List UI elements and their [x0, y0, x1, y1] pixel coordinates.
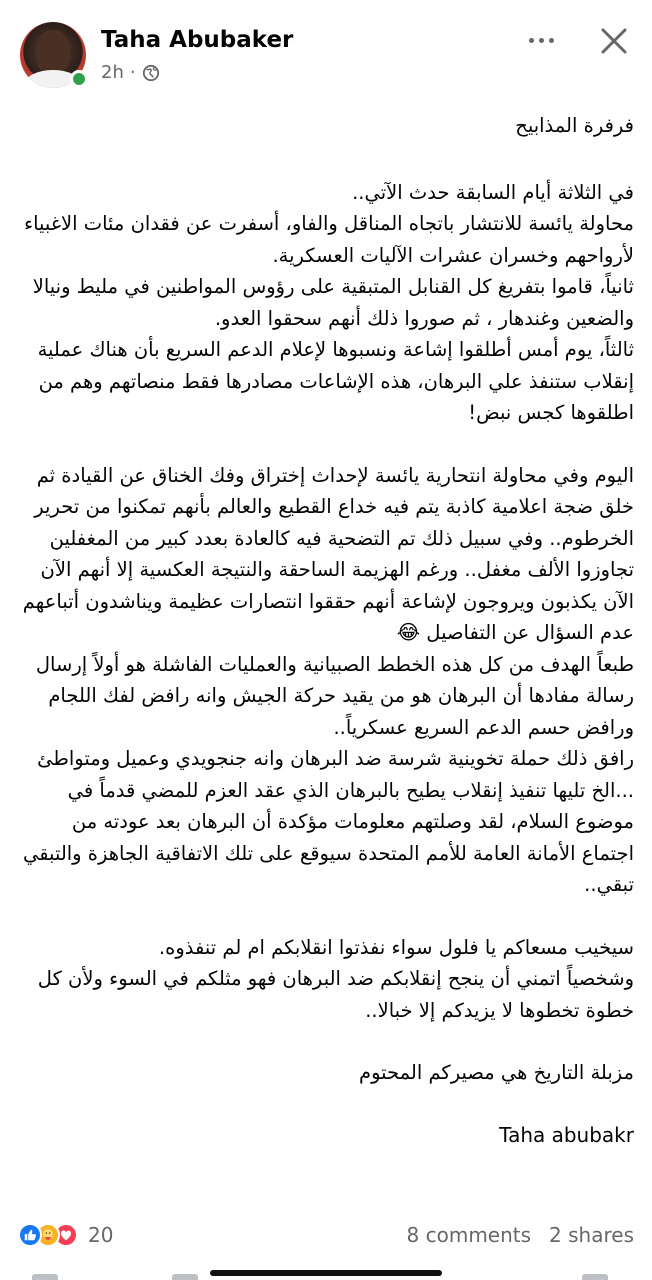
- comments-count-link[interactable]: 8 comments: [406, 1223, 532, 1247]
- post-stats: [18, 1218, 634, 1252]
- next-action-hint: [32, 1274, 58, 1280]
- bullet-separator: ·: [129, 62, 136, 83]
- post-paragraph: رافق ذلك حملة تخوينية شرسة ضد البرهان وانه جنجويدي وعميل ومتواطئ ...الخ تليها تنفيذ إنقلاب يطيح بالبرهان الذي عقد العزم للمضي قدماً في موضوع السلام، لقد وصلتهم معلومات مؤكدة أن البرهان بعد عودته من اجتماع الأمانة العامة للأمم المتحدة سيوقع على تلك الاتفاقية الجاهزة والتبقي تبقي..: [22, 747, 634, 896]
- author-name[interactable]: Taha Abubaker: [101, 27, 294, 53]
- post-body: [22, 102, 634, 1151]
- online-status-icon: [70, 70, 88, 88]
- post-paragraph: ثانياً، قاموا بتفريغ كل القنابل المتبقية على رؤوس المواطنين في مليط ونيالا والضعين وغندهار ، ثم صوروا ذلك أنهم سحقوا العدو.: [32, 275, 634, 330]
- home-indicator[interactable]: [210, 1270, 442, 1276]
- shares-count-link[interactable]: 2 shares: [549, 1223, 634, 1247]
- laughing-emoji: 😂: [396, 620, 421, 644]
- post-paragraph: [22, 460, 634, 649]
- like-icon: [18, 1223, 42, 1247]
- reactions-summary[interactable]: [18, 1223, 113, 1247]
- globe-icon[interactable]: [142, 64, 160, 82]
- post-meta: [101, 62, 160, 83]
- post-paragraph: طبعاً الهدف من كل هذه الخطط الصبيانية والعمليات الفاشلة هو أولاً إرسال رسالة مفادها أن البرهان هو من يقيد حركة الجيش وانه رافض لفك اللجام ورافض حسم الدعم السريع عسكرياً..: [35, 652, 634, 739]
- avatar[interactable]: [20, 22, 88, 90]
- next-action-hint: [172, 1274, 198, 1280]
- post-paragraph: سيخيب مسعاكم يا فلول سواء نفذتوا انقلابكم ام لم تنفذوه.: [158, 935, 634, 959]
- next-action-hint: [582, 1274, 608, 1280]
- post-paragraph: محاولة يائسة للانتشار باتجاه المناقل والفاو، أسفرت عن فقدان مئات الاغبياء لأرواحهم وخسران عشرات الآليات العسكرية.: [23, 212, 634, 267]
- post-paragraph: في الثلاثة أيام السابقة حدث الآتي..: [352, 180, 634, 204]
- post-header: [0, 0, 652, 100]
- post-signature: Taha abubakr: [499, 1122, 634, 1147]
- post-paragraph: مزبلة التاريخ هي مصيركم المحتوم: [359, 1061, 634, 1084]
- post-paragraph: ثالثاً، يوم أمس أطلقوا إشاعة ونسبوها لإعلام الدعم السريع بأن هناك عملية إنقلاب ستنفذ علي البرهان، هذه الإشاعات مصادرها فقط منصاتهم وهم من اطلقوها كجس نبض!: [37, 338, 634, 424]
- more-dots-icon[interactable]: [524, 28, 558, 52]
- post-paragraph-text: اليوم وفي محاولة انتحارية يائسة لإحداث إختراق وفك الخناق عن القيادة ثم خلق ضجة اعلامية كاذبة يتم فيه خداع القطيع والعالم بأنهم تمكنوا من تحرير الخرطوم.. وفي سبيل ذلك تم التضحية فيه كالعادة بعدد كبير من المغفلين تجاوزوا الألف مغفل.. ورغم الهزيمة الساحقة والنتيجة العكسية إلا أنهم الآن الآن يكذبون ويروجون لإشاعة أنهم حققوا انتصارات عظيمة ويناشدون أتباعهم عدم السؤال عن التفاصيل: [22, 463, 634, 644]
- post-time[interactable]: 2h: [101, 62, 124, 83]
- post-paragraph: وشخصياً اتمني أن ينجح إنقلابكم ضد البرهان فهو مثلكم في السوء ولأن كل خطوة تخطوها لا يزيدكم إلا خبالا..: [37, 967, 634, 1022]
- engagement-stats: [407, 1223, 634, 1247]
- close-icon[interactable]: [597, 24, 631, 58]
- post-title: فرفرة المذابيح: [515, 114, 634, 137]
- reaction-count: 20: [88, 1223, 114, 1247]
